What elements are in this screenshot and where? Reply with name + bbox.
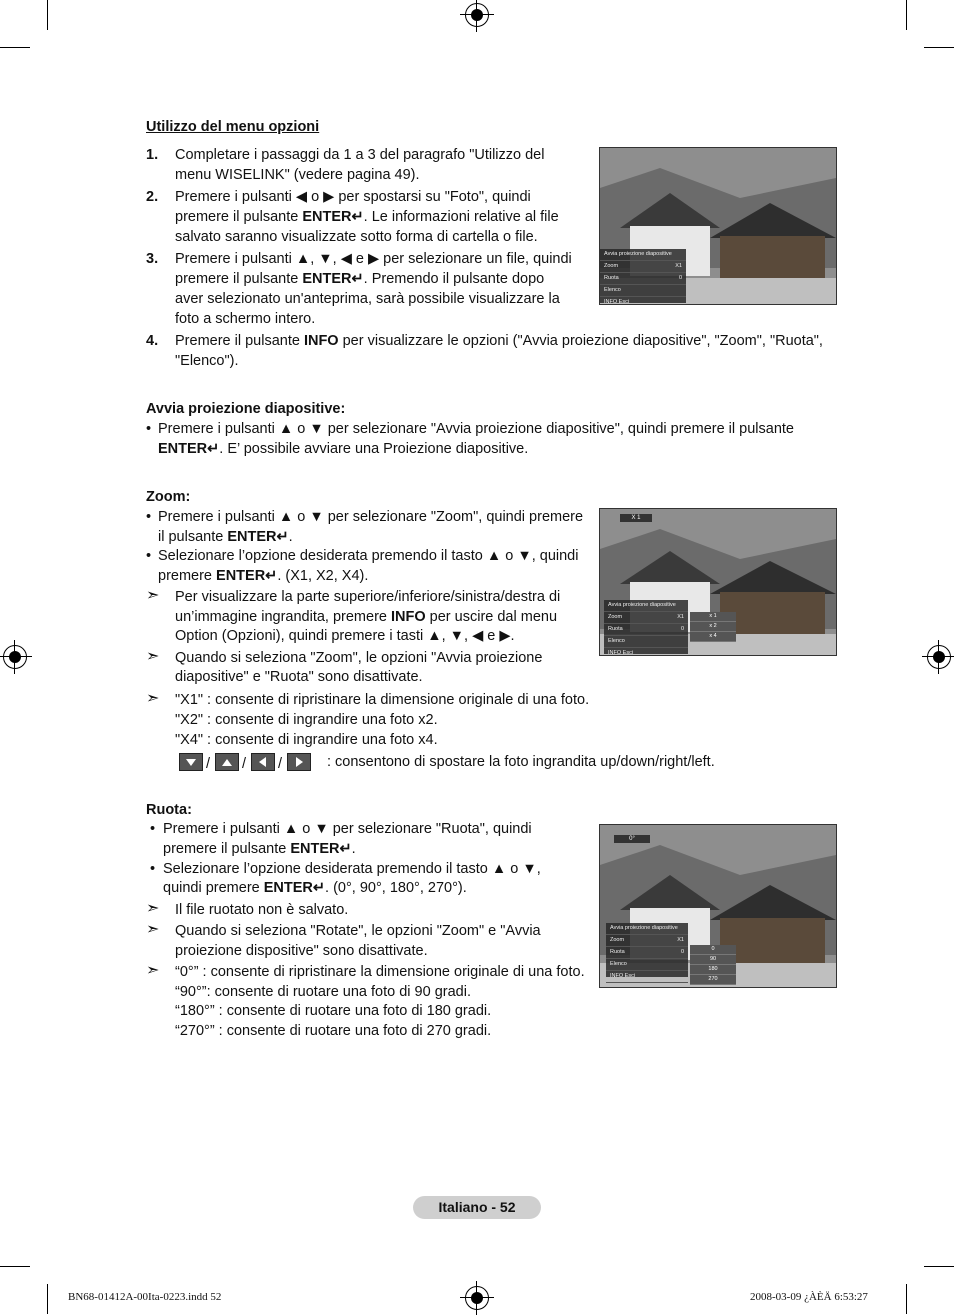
note-arrow-icon: ➣ bbox=[146, 960, 160, 979]
right-arrow-button-icon bbox=[287, 753, 311, 771]
rotate-badge: 0° bbox=[614, 835, 650, 843]
up-arrow-button-icon bbox=[215, 753, 239, 771]
left-arrow-button-icon bbox=[251, 753, 275, 771]
zoom-note: Quando si seleziona "Zoom", le opzioni "Avvia proiezione bbox=[175, 650, 543, 666]
menu-list[interactable]: Elenco bbox=[600, 285, 686, 297]
step-text: premere il pulsante ENTER↵. Premendo il pulsante dopo bbox=[175, 271, 545, 287]
rotate-option[interactable]: 180 bbox=[690, 965, 736, 975]
zoom-text: premere ENTER↵. (X1, X2, X4). bbox=[158, 568, 369, 584]
menu-footer: INFO Esci bbox=[604, 648, 688, 656]
rotate-text: Selezionare l’opzione desiderata premendo il tasto ▲ o ▼, bbox=[163, 861, 541, 877]
slash: / bbox=[278, 756, 283, 772]
zoom-heading: Zoom: bbox=[146, 489, 191, 505]
step-text: "Elenco"). bbox=[175, 353, 239, 369]
note-arrow-icon: ➣ bbox=[146, 585, 160, 604]
note-arrow-icon: ➣ bbox=[146, 646, 160, 665]
info-key: INFO bbox=[303, 333, 339, 349]
menu-title[interactable]: Avvia proiezione diapositive bbox=[606, 923, 688, 935]
step-text: Premere il pulsante INFO per visualizzare le opzioni ("Avvia proiezione diapositive", "Zoom", "Ruota", bbox=[175, 333, 823, 349]
rotate-note: “270°” : consente di ruotare una foto di 270 gradi. bbox=[175, 1023, 492, 1039]
bullet: • bbox=[146, 509, 152, 525]
step-text: Premere i pulsanti ▲, ▼, ◀ e ▶ per selezionare un file, quindi bbox=[175, 251, 572, 267]
enter-key: ENTER↵ bbox=[216, 568, 278, 584]
rotate-text: quindi premere ENTER↵. (0°, 90°, 180°, 270°). bbox=[163, 880, 467, 896]
footer-timestamp: 2008-03-09 ¿ÀÈÄ 6:53:27 bbox=[750, 1291, 868, 1303]
crop-mark bbox=[0, 1266, 30, 1267]
step-text: salvato saranno visualizzate sotto forma di cartella o file. bbox=[175, 229, 538, 245]
rotate-note: Il file ruotato non è salvato. bbox=[175, 902, 349, 918]
slideshow-text: ENTER↵. E’ possibile avviare una Proiezione diapositive. bbox=[158, 441, 529, 457]
options-menu bbox=[604, 600, 688, 654]
rotate-option[interactable]: 270 bbox=[690, 975, 736, 985]
rotate-note: “180°” : consente di ruotare una foto di 180 gradi. bbox=[175, 1003, 492, 1019]
zoom-note: "X1" : consente di ripristinare la dimensione originale di una foto. bbox=[175, 692, 590, 708]
zoom-note: Per visualizzare la parte superiore/inferiore/sinistra/destra di bbox=[175, 589, 561, 605]
step-number: 3. bbox=[146, 251, 159, 267]
zoom-note: un’immagine ingrandita, premere INFO per uscire dal menu bbox=[175, 609, 558, 625]
options-menu bbox=[606, 923, 688, 977]
crop-mark bbox=[0, 47, 30, 48]
menu-zoom[interactable]: Zoom X1 bbox=[600, 261, 686, 273]
menu-zoom[interactable]: Zoom X1 bbox=[606, 935, 688, 947]
registration-mark-icon bbox=[3, 645, 27, 669]
step-text: menu WISELINK" (vedere pagina 49). bbox=[175, 167, 420, 183]
crop-mark bbox=[47, 0, 48, 30]
menu-title[interactable]: Avvia proiezione diapositive bbox=[600, 249, 686, 261]
crop-mark bbox=[924, 47, 954, 48]
zoom-submenu bbox=[690, 612, 736, 642]
zoom-text: il pulsante ENTER↵. bbox=[158, 529, 293, 545]
slash: / bbox=[242, 756, 247, 772]
step-number: 2. bbox=[146, 189, 159, 205]
step-number: 1. bbox=[146, 147, 159, 163]
slideshow-heading: Avvia proiezione diapositive: bbox=[146, 401, 346, 417]
tv-screenshot-options bbox=[599, 147, 837, 305]
registration-mark-icon bbox=[927, 645, 951, 669]
zoom-note: diapositive" e "Ruota" sono disattivate. bbox=[175, 669, 423, 685]
menu-title[interactable]: Avvia proiezione diapositive bbox=[604, 600, 688, 612]
note-arrow-icon: ➣ bbox=[146, 919, 160, 938]
slideshow-text: Premere i pulsanti ▲ o ▼ per selezionare "Avvia proiezione diapositive", quindi premere il pulsante bbox=[158, 421, 794, 437]
menu-rotate[interactable]: Ruota 0 bbox=[600, 273, 686, 285]
rotate-submenu bbox=[690, 945, 736, 985]
crop-mark bbox=[47, 1284, 48, 1314]
bullet: • bbox=[146, 421, 152, 437]
enter-key: ENTER↵ bbox=[263, 880, 326, 896]
menu-zoom[interactable]: Zoom X1 bbox=[604, 612, 688, 624]
step-text: premere il pulsante ENTER↵. Le informazioni relative al file bbox=[175, 209, 559, 225]
slash: / bbox=[206, 756, 211, 772]
menu-footer: INFO Esci bbox=[600, 297, 686, 305]
rotate-option[interactable]: 0 bbox=[690, 945, 736, 955]
step-text: foto a schermo intero. bbox=[175, 311, 316, 327]
enter-key: ENTER↵ bbox=[302, 209, 364, 225]
note-arrow-icon: ➣ bbox=[146, 688, 160, 707]
footer-file-info: BN68-01412A-00Ita-0223.indd 52 bbox=[68, 1291, 222, 1303]
step-number: 4. bbox=[146, 333, 159, 349]
down-arrow-button-icon bbox=[179, 753, 203, 771]
zoom-note: : consentono di spostare la foto ingrandita up/down/right/left. bbox=[327, 754, 715, 770]
zoom-text: Selezionare l’opzione desiderata premendo il tasto ▲ o ▼, quindi bbox=[158, 548, 579, 564]
step-text: Completare i passaggi da 1 a 3 del paragrafo "Utilizzo del bbox=[175, 147, 545, 163]
crop-mark bbox=[906, 0, 907, 30]
zoom-option[interactable]: x 4 bbox=[690, 632, 736, 642]
options-menu bbox=[600, 249, 686, 303]
zoom-note: "X4" : consente di ingrandire una foto x4. bbox=[175, 732, 438, 748]
bullet: • bbox=[146, 548, 152, 564]
enter-key: ENTER↵ bbox=[302, 271, 364, 287]
rotate-note: proiezione dispositive" sono disattivate. bbox=[175, 943, 428, 959]
menu-list[interactable]: Elenco bbox=[606, 959, 688, 971]
enter-key: ENTER↵ bbox=[290, 841, 352, 857]
menu-rotate[interactable]: Ruota 0 bbox=[606, 947, 688, 959]
zoom-option[interactable]: x 1 bbox=[690, 612, 736, 622]
tv-screenshot-rotate bbox=[599, 824, 837, 988]
rotate-note: Quando si seleziona "Rotate", le opzioni "Zoom" e "Avvia bbox=[175, 923, 541, 939]
bullet: • bbox=[150, 861, 156, 877]
bullet: • bbox=[150, 821, 156, 837]
rotate-note: “0°” : consente di ripristinare la dimensione originale di una foto. bbox=[175, 964, 585, 980]
enter-key: ENTER↵ bbox=[227, 529, 289, 545]
tv-screenshot-zoom bbox=[599, 508, 837, 656]
zoom-option[interactable]: x 2 bbox=[690, 622, 736, 632]
rotate-heading: Ruota: bbox=[146, 802, 192, 818]
rotate-text: Premere i pulsanti ▲ o ▼ per selezionare "Ruota", quindi bbox=[163, 821, 532, 837]
crop-mark bbox=[924, 1266, 954, 1267]
section-title: Utilizzo del menu opzioni bbox=[146, 119, 320, 135]
registration-mark-icon bbox=[465, 3, 489, 27]
zoom-note: "X2" : consente di ingrandire una foto x2. bbox=[175, 712, 438, 728]
zoom-text: Premere i pulsanti ▲ o ▼ per selezionare "Zoom", quindi premere bbox=[158, 509, 584, 525]
rotate-text: premere il pulsante ENTER↵. bbox=[163, 841, 356, 857]
enter-key: ENTER↵ bbox=[158, 441, 220, 457]
zoom-note: Option (Opzioni), quindi premere i tasti ▲, ▼, ◀ e ▶. bbox=[175, 628, 515, 644]
menu-footer: INFO Esci bbox=[606, 971, 688, 983]
step-text: aver selezionato un'anteprima, sarà possibile visualizzare la bbox=[175, 291, 560, 307]
menu-list[interactable]: Elenco bbox=[604, 636, 688, 648]
menu-rotate[interactable]: Ruota 0 bbox=[604, 624, 688, 636]
crop-mark bbox=[906, 1284, 907, 1314]
note-arrow-icon: ➣ bbox=[146, 898, 160, 917]
zoom-badge: X 1 bbox=[620, 514, 652, 522]
rotate-note: “90°”: consente di ruotare una foto di 90 gradi. bbox=[175, 984, 471, 1000]
registration-mark-icon bbox=[465, 1286, 489, 1310]
step-text: Premere i pulsanti ◀ o ▶ per spostarsi su "Foto", quindi bbox=[175, 189, 531, 205]
page-number: Italiano - 52 bbox=[413, 1196, 541, 1219]
info-key: INFO bbox=[391, 609, 426, 625]
rotate-option[interactable]: 90 bbox=[690, 955, 736, 965]
